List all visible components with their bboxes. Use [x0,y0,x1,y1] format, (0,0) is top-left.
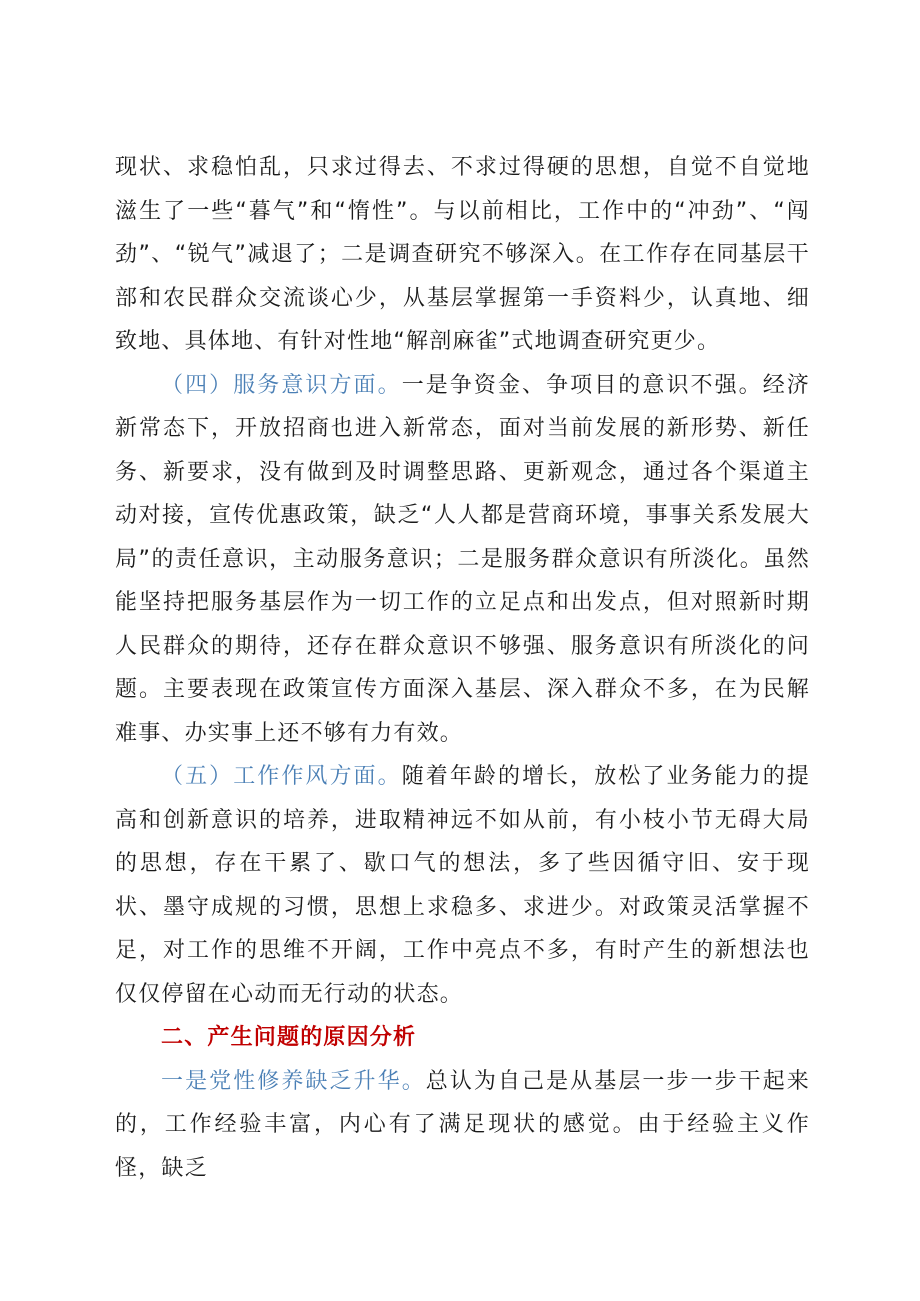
paragraph-lead: （五）工作作风方面。 [161,764,402,789]
paragraph-lead: （四）服务意识方面。 [161,372,402,398]
paragraph-text: 随着年龄的增长，放松了业务能力的提高和创新意识的培养，进取精神远不如从前，有小枝小节无碍大局的思想，存在干累了、歇口气的想法，多了些因循守旧、安于现状、墨守成规的习惯，思想上求稳多、求进少。对政策灵活掌握不足，对工作的思维不开阔，工作中亮点不多，有时产生的新想法也仅仅停留在心动而无行动的状态。 [115,764,810,1007]
paragraph-service-awareness [115,364,810,756]
paragraph-text: 现状、求稳怕乱，只求过得去、不求过得硬的思想，自觉不自觉地滋生了一些“暮气”和“惰性”。与以前相比，工作中的“冲劲”、“闯劲”、“锐气”减退了；二是调查研究不够深入。在工作存在同基层干部和农民群众交流谈心少，从基层掌握第一手资料少，认真地、细致地、具体地、有针对性地“解剖麻雀”式地调查研究更少。 [115,155,810,354]
paragraph-text: 总认为自己是从基层一步一步干起来的，工作经验丰富，内心有了满足现状的感觉。由于经验主义作怪，缺乏 [115,1068,811,1181]
document-body [115,146,810,1190]
paragraph-text: 一是争资金、争项目的意识不强。经济新常态下，开放招商也进入新常态，面对当前发展的新形势、新任务、新要求，没有做到及时调整思路、更新观念，通过各个渠道主动对接，宣传优惠政策，缺乏“人人都是营商环境，事事关系发展大局”的责任意识，主动服务意识；二是服务群众意识有所淡化。虽然能坚持把服务基层作为一切工作的立足点和出发点，但对照新时期人民群众的期待，还存在群众意识不够强、服务意识有所淡化的问题。主要表现在政策宣传方面深入基层、深入群众不多，在为民解难事、办实事上还不够有力有效。 [115,372,810,746]
paragraph-continued [115,146,810,364]
section-heading: 二、产生问题的原因分析 [161,1025,417,1050]
paragraph-lead: 一是党性修养缺乏升华。 [161,1068,426,1094]
paragraph-work-style [115,755,810,1016]
paragraph-party-spirit [115,1060,810,1191]
